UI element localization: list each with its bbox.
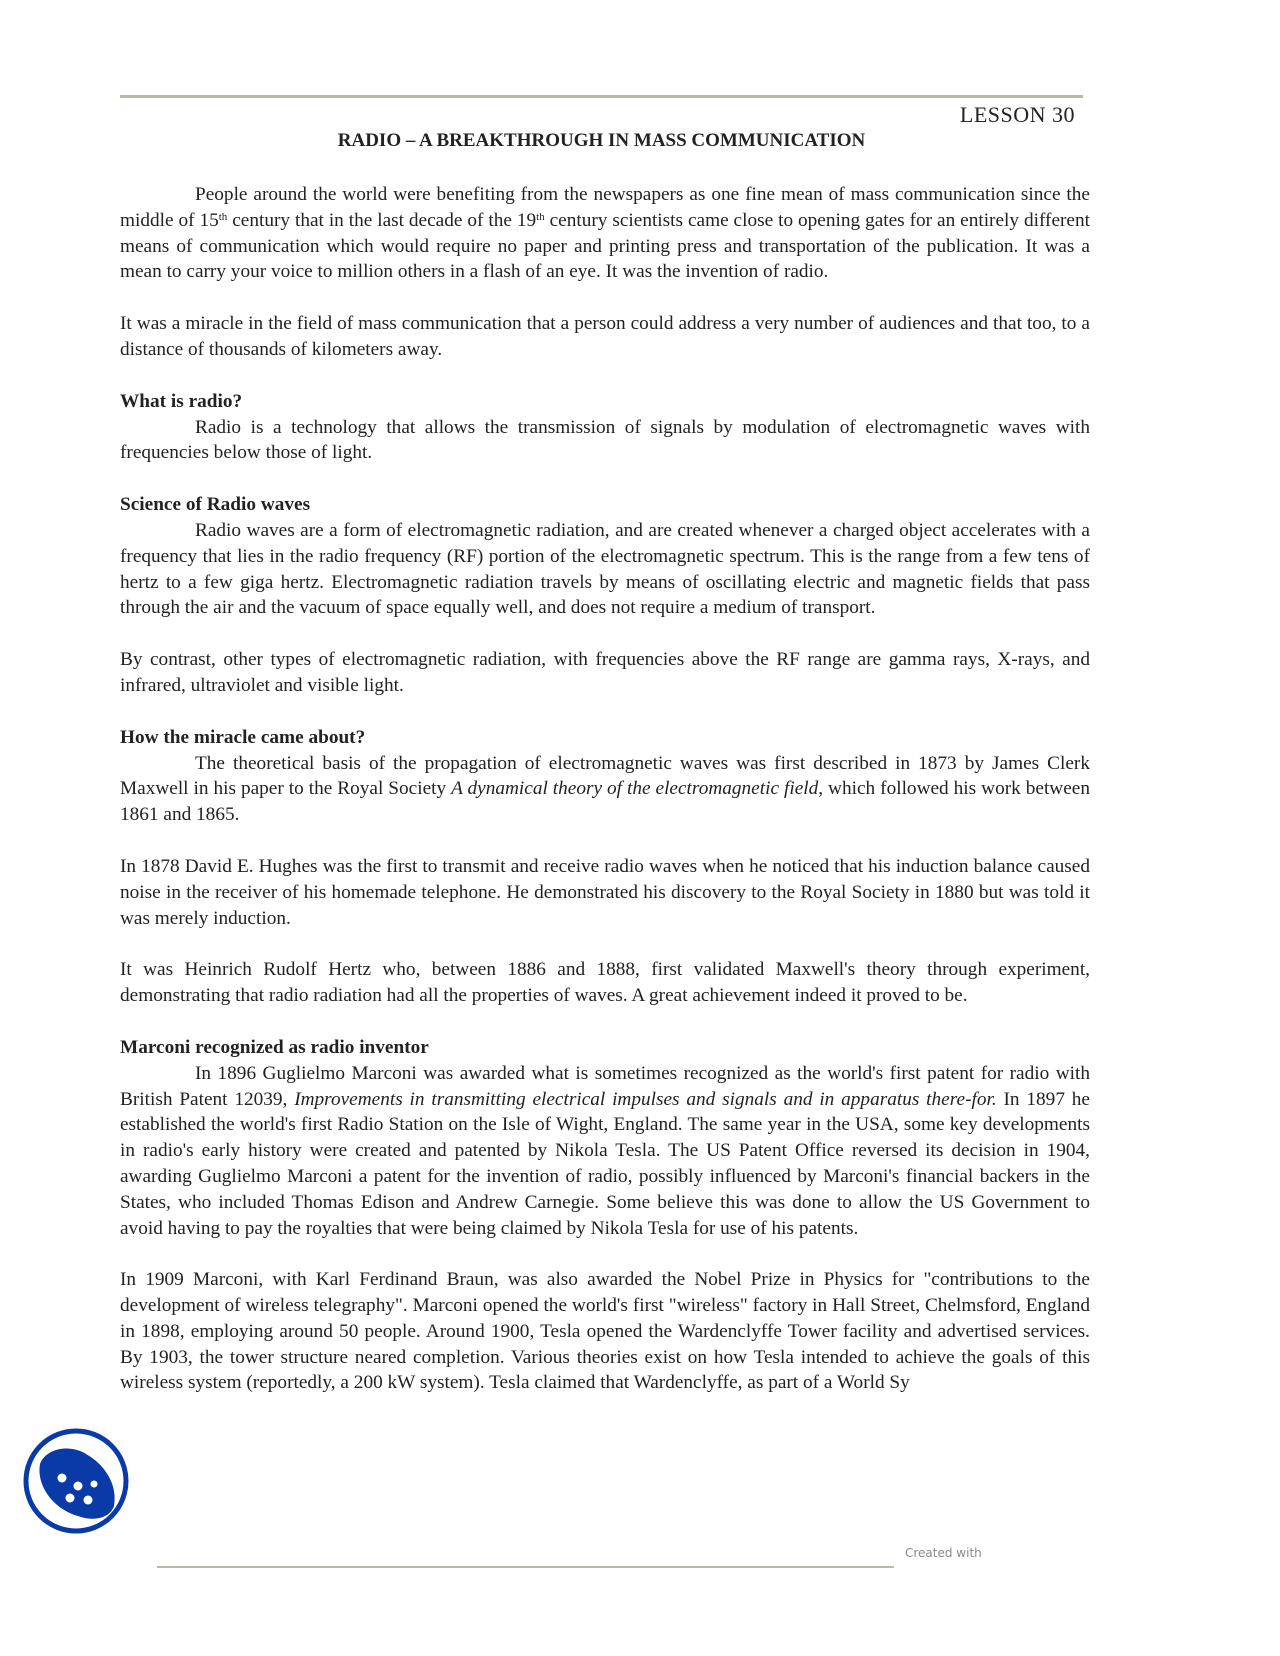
lesson-number: LESSON 30 <box>959 102 1075 127</box>
patent-title: Improvements in transmitting electrical impulses and signals and in apparatus there-for. <box>294 1088 997 1110</box>
what-is-radio-paragraph: Radio is a technology that allows the transmission of signals by modulation of electromagnetic waves with frequencies below those of light. <box>120 416 1090 464</box>
miracle-paragraph-3: It was Heinrich Rudolf Hertz who, between 1886 and 1888, first validated Maxwell's theory through experiment, demonstrating that radio radiation had all the properties of waves. A great achievement indeed it proved to be. <box>120 959 1090 1007</box>
document-body <box>120 182 1090 1522</box>
intro-paragraph-1: People around the world were benefiting from the newspapers as one fine mean of mass communication since the middle of 15th century that in the last decade of the 19th century scientists came close to opening gates for an entirely different means of communication which would require no paper and printing press and transportation of the publication. It was a mean to carry your voice to million others in a flash of an eye. It was the invention of radio. <box>120 184 1090 283</box>
section-heading-miracle: How the miracle came about? <box>120 726 366 748</box>
science-paragraph-2: By contrast, other types of electromagnetic radiation, with frequencies above the RF range are gamma rays, X-rays, and infrared, ultraviolet and visible light. <box>120 649 1090 696</box>
science-paragraph-1: Radio waves are a form of electromagnetic radiation, and are created whenever a charged object accelerates with a frequency that lies in the radio frequency (RF) portion of the electromagnetic spectrum. This is the range from a few tens of hertz to a few giga hertz. Electromagnetic radiation travels by means of oscillating electric and magnetic fields that pass through the air and the vacuum of space equally well, and does not require a medium of transport. <box>120 519 1090 619</box>
section-heading-science: Science of Radio waves <box>120 494 311 516</box>
miracle-paragraph-1: The theoretical basis of the propagation of electromagnetic waves was first described in 1873 by James Clerk Maxwell in his paper to the Royal Society A dynamical theory of the electromagnetic field, which followed his work between 1861 and 1865. <box>120 752 1090 826</box>
pdf-creator-logo-icon <box>22 1426 130 1536</box>
footer-rule <box>157 1566 894 1568</box>
header-rule <box>120 95 1083 98</box>
miracle-paragraph-2: In 1878 David E. Hughes was the first to transmit and receive radio waves when he noticed that his induction balance caused noise in the receiver of his homemade telephone. He demonstrated his discovery to the Royal Society in 1880 but was told it was merely induction. <box>120 855 1090 929</box>
paper-title: A dynamical theory of the electromagnetic field <box>451 778 819 800</box>
intro-paragraph-2: It was a miracle in the field of mass communication that a person could address a very number of audiences and that too, to a distance of thousands of kilometers away. <box>120 313 1090 360</box>
section-heading-marconi: Marconi recognized as radio inventor <box>120 1036 429 1058</box>
marconi-paragraph-2: In 1909 Marconi, with Karl Ferdinand Braun, was also awarded the Nobel Prize in Physics for "contributions to the development of wireless telegraphy". Marconi opened the world's first "wireless" factory in Hall Street, Chelmsford, England in 1898, employing around 50 people. Around 1900, Tesla opened the Wardenclyffe Tower facility and advertised services. By 1903, the tower structure neared completion. Various theories exist on how Tesla intended to achieve the goals of this wireless system (reportedly, a 200 kW system). Tesla claimed that Wardenclyffe, as part of a World Sy <box>120 1269 1090 1394</box>
created-with-label: Created with <box>905 1546 982 1560</box>
page-title: RADIO – A BREAKTHROUGH IN MASS COMMUNICATION <box>337 130 866 151</box>
marconi-paragraph-1: In 1896 Guglielmo Marconi was awarded what is sometimes recognized as the world's first patent for radio with British Patent 12039, Improvements in transmitting electrical impulses and signals and in apparatus there-for. In 1897 he established the world's first Radio Station on the Isle of Wight, England. The same year in the USA, some key developments in radio's early history were created and patented by Nikola Tesla. The US Patent Office reversed its decision in 1904, awarding Guglielmo Marconi a patent for the invention of radio, possibly influenced by Marconi's financial backers in the States, who included Thomas Edison and Andrew Carnegie. Some believe this was done to allow the US Government to avoid having to pay the royalties that were being claimed by Nikola Tesla for use of his patents. <box>120 1062 1090 1239</box>
section-heading-what-is-radio: What is radio? <box>120 390 243 412</box>
